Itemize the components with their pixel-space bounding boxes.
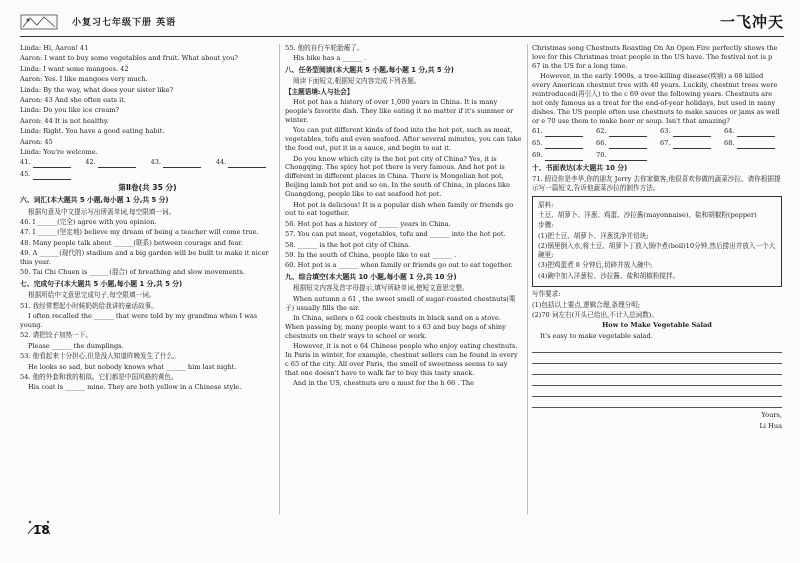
question-item: 53. 他看起来十分担心,但是没人知道昨晚发生了什么。 [20,352,180,361]
question-item: 47. I ______(坚定地) believe my dream of being a teacher will come true. [20,228,259,237]
answer-blank[interactable]: 42. [85,158,144,168]
section-title: 八、任务型阅读(本大题共 5 小题,每小题 1 分,共 5 分) [285,66,454,75]
dialogue [20,44,275,157]
writing-area[interactable] [532,342,782,408]
dialogue-line: Linda: Hi, Aaron! 41 [20,44,89,52]
passage-paragraph: Do you know which city is the hot pot city of China? Yes, it is Chongqing. The spicy hot pot there is very famous. And hot pot is different in different places in China. There is Mongolian hot pot, Beijing lamb hot pot and so on. In the south of China, in places like Guangdong, people like to eat seafood hot pot. [285,154,511,199]
passage-paragraph: And in the US, chestnuts are a must for the h 66 . The [293,379,475,388]
question-item: 49. A ______(现代的) stadium and a big garden will be built to make it nicer this year. [20,249,269,266]
writing-prompt: 71. 假设你是李华,你的朋友 Jerry 去你家做客,他很喜欢你做的蔬菜沙拉。请你根据提示写一篇短文,告诉他蔬菜沙拉的制作方法。 [532,174,781,192]
box-line: (4)碗中加入洋葱粒、沙拉酱、盐和胡椒粉搅拌。 [538,271,680,280]
question-item: 60. Hot pot is a ______ when family or friends go out to eat together. [285,261,513,270]
box-line: (1)把土豆、胡萝卜、洋葱洗净并切块; [538,231,649,240]
answer-blank[interactable]: 43. [151,158,210,168]
question-item: 46. I ______(完全) agree with you opinion. [20,217,157,226]
requirement-item: (1)包括以上要点,逻辑合理,条理分明; [532,300,641,309]
passage-paragraph: In China, sellers o 62 cook chestnuts in black sand on a stove. When passing by, many people want to s 63 and buy bags of shiny chestnuts on their ways to school or work. [285,314,506,340]
dialogue-line: Linda: Do you like ice cream? [20,106,120,115]
passage-paragraph: Hot pot has a history of over 1,000 years in China. It is many people's favorite dish. They like eating it no matter if it's summer or winter. [285,98,514,125]
page-number [24,514,54,540]
question-item: 56. Hot pot has a history of ______ years in China. [285,219,451,228]
dialogue-line: Aaron: Yes. I like mangoes very much. [20,75,148,84]
question-item: I often recalled the ______ that were told by my grandma when I was young. [20,312,258,330]
section-title: 六、词汇(本大题共 5 小题,每小题 1 分,共 5 分) [20,196,169,205]
section-title: 十、书面表达(本大题共 10 分) [532,163,628,172]
section-instruction: 根据所给中文意思完成句子,每空限填一词。 [28,291,156,300]
answer-blank[interactable]: 45. [20,170,275,180]
dialogue-line: Aaron: 45 [20,137,53,146]
essay-title: How to Make Vegetable Salad [602,321,712,330]
dialogue-line: Aaron: 44 It is not healthy. [20,116,109,125]
page-number-text: 18 [33,523,50,537]
box-line: 步骤: [538,221,554,230]
essay-start: It's easy to make vegetable salad. [540,331,653,340]
closing: Yours, [761,411,782,420]
answer-row [20,158,275,168]
ingredients-box [532,196,782,288]
header-rule [20,36,784,37]
answer-blank[interactable]: 44. [216,158,275,168]
dialogue-line: Linda: You're welcome. [20,147,98,156]
passage-paragraph: However, it is not o 64 Chinese people who enjoy eating chestnuts. In Paris in winter, for example, chestnut sellers can be found in every c 65 of the city. All over Paris, the smell of sweetness seems to say that one doesn't have to walk far to buy this tasty snack. [285,342,518,377]
passage-paragraph: Christmas song Chestnuts Roasting On An Open Fire perfectly shows the love for this Christmas treat people in the US have. The festival not is p 67 in the US for a long time. [532,44,778,70]
box-line: (2)锅里倒入水,将土豆、胡萝卜丁放入锅中煮(boil)10分钟,然后捞出并放入一个大碗里; [538,242,776,260]
question-item: 55. 他的自行车轮胎瘪了。 [285,44,364,52]
dialogue-line: Aaron: 43 And she often eats it. [20,95,126,104]
requirement-item: (2)70 词左右(开头已给出,不计入总词数)。 [532,311,658,320]
question-item: 57. You can put meat, vegetables, tofu and ______ into the hot pot. [285,230,506,239]
box-line: (3)把鸡蛋煮 8 分钟后,切碎并放入碗中; [538,261,653,270]
section-title: 七、完成句子(本大题共 5 小题,每小题 1 分,共 5 分) [20,280,183,289]
question-item: 52. 请把饺子加热一下。 [20,331,92,340]
answer-blank[interactable]: 62. [596,127,654,137]
answer-blank[interactable]: 41. [20,158,79,168]
passage-paragraph: When autumn a 61 , the sweet smell of sugar-roasted chestnuts(栗子) usually fills the air. [285,294,516,312]
section-instruction: 阅读下面短文,根据短文内容完成下列各题。 [293,77,421,86]
section-instruction: 根据短文内容及首字母提示,填写所缺单词,使短文意思完整。 [293,284,469,293]
book-title: 小复习七年级下册 英语 [72,18,177,28]
section-instruction: 根据句意及中文提示写出所需单词,每空限填一词。 [28,207,176,216]
passage-paragraph: However, in the early 1900s, a tree-killing disease(疾病) a 68 killed every American chestnut tree with 40 years. Luckily, chestnut trees were reintroduced(再引入) to the c 69 over the following years. Chestnuts are not only famous as a treat for the end-of-year holidays, but used in many dishes. The US people often use chestnuts to make sauces or jams as well or e 70 use them to make beer or soup. Isn't that amazing? [532,72,780,125]
column-right [532,44,782,514]
column-middle [285,44,522,514]
signature: Li Hua [759,421,782,430]
box-line: 土豆、胡萝卜、洋葱、鸡蛋、沙拉酱(mayonnaise)、盐和胡椒粉(pepper) [538,211,757,220]
answer-row [20,170,275,180]
column-divider [279,44,280,514]
passage-paragraph: Hot pot is delicious! It is a popular dish when family or friends go out to eat together. [285,200,514,218]
passage-paragraph: You can put different kinds of food into the hot pot, such as meat, vegetables, tofu and even seafood. After several minutes, you can take the food out, put it in a sauce, and begin to eat it. [285,126,522,153]
question-item: He looks so sad, but nobody knows what ______ him last night. [28,362,237,371]
requirements-title: 写作要求: [532,290,561,299]
dialogue-line: Linda: Right. You have a good eating habit. [20,127,165,136]
theme-tag: 【主题语境:人与社会】 [285,87,354,96]
question-item: 48. Many people talk about ______(联系) between courage and fear. [20,238,243,247]
answer-blank[interactable]: 63. [660,127,718,137]
column-left [20,44,275,514]
answer-blank[interactable]: 64. [724,127,782,137]
part-title: 第Ⅱ卷(共 35 分) [118,183,177,193]
answer-blank[interactable]: 61. [532,127,590,137]
question-item: His bike has a ______ . [293,54,367,63]
answer-row [532,127,782,137]
dialogue-line: Linda: I want some mangoes. 42 [20,64,129,73]
brand-logo: 一飞冲天 [719,13,784,31]
column-divider [527,44,528,514]
question-item: 59. In the south of China, people like to eat ______ . [285,250,457,259]
section-title: 九、综合填空(本大题共 10 小题,每小题 1 分,共 10 分) [285,273,457,282]
question-item: His coat is ______ mine. They are both yellow in a Chinese style. [28,383,242,392]
answer-blank[interactable]: 65. [532,139,590,149]
dialogue-line: Aaron: I want to buy some vegetables and fruit. What about you? [20,54,238,63]
page-header [20,8,784,38]
answer-row [532,139,782,149]
question-item: 51. 我经常想起小时候奶奶给我讲的童话故事。 [20,301,158,310]
answer-blank[interactable]: 67. [660,139,718,149]
question-item: 58. ______ is the hot pot city of China. [285,240,411,249]
answer-blank[interactable]: 68. [724,139,782,149]
answer-row [532,151,782,161]
dialogue-line: Linda: By the way, what does your sister like? [20,85,174,94]
answer-blank[interactable]: 66. [596,139,654,149]
question-item: 50. Tai Chi Chuen is ______(混合) of breathing and slow movements. [20,268,246,277]
question-item: 54. 他的外套和我的相似。它们都是中国风格的黄色。 [20,373,178,382]
question-item: Please ______ the dumplings. [28,341,124,350]
answer-blank[interactable]: 70. [596,151,654,161]
box-line: 原料: [538,200,554,209]
answer-blank[interactable]: 69. [532,151,590,161]
header-decoration-icon [20,12,58,32]
